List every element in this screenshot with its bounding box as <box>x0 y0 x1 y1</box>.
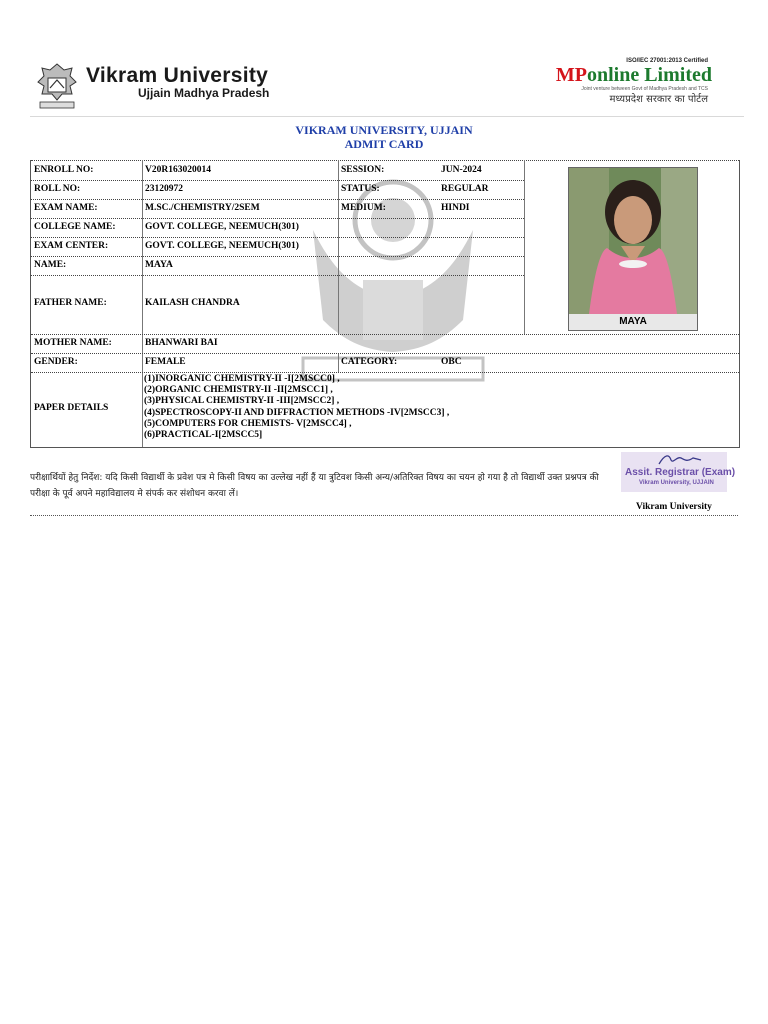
instruction-text: परीक्षार्थियों हेतु निर्देश: यदि किसी विद्यार्थी के प्रवेश पत्र मे किसी विषय का उल्लेख नहीं हैं या त्रुटिवश किसी अन्य/अतिरिक्त विषय का चयन हो गया है तो विद्यार्थी उक्त प्रश्नपत्र की परीक्षा के पूर्व अपने महाविद्यालय मे संपर्क कर संशोधन करवा लें। <box>30 473 599 499</box>
session-label: SESSION: <box>341 165 385 175</box>
signatory-name: Vikram University <box>636 502 712 512</box>
paper-item: (3)PHYSICAL CHEMISTRY-II -III[2MSCC2] , <box>144 396 340 407</box>
exam-value: M.SC./CHEMISTRY/2SEM <box>145 203 260 213</box>
medium-value: HINDI <box>441 203 470 213</box>
stamp-title: Assit. Registrar (Exam) <box>625 467 736 478</box>
paper-item: (1)INORGANIC CHEMISTRY-II -I[2MSCC0] , <box>144 374 340 384</box>
header-divider <box>30 116 744 117</box>
mother-label: MOTHER NAME: <box>34 338 112 348</box>
university-emblem-icon <box>34 60 80 112</box>
row-line <box>31 275 524 276</box>
col-separator-3 <box>524 160 525 335</box>
session-value: JUN-2024 <box>441 165 482 175</box>
registrar-stamp <box>621 452 736 492</box>
category-label: CATEGORY: <box>341 357 398 367</box>
stamp-subtitle: Vikram University, UJJAIN <box>639 480 714 486</box>
gender-label: GENDER: <box>34 357 78 367</box>
name-label: NAME: <box>34 260 67 270</box>
college-value: GOVT. COLLEGE, NEEMUCH(301) <box>145 222 299 232</box>
row-line <box>31 237 524 238</box>
college-label: COLLEGE NAME: <box>34 222 116 232</box>
photo-caption: MAYA <box>569 314 697 330</box>
document-title: VIKRAM UNIVERSITY, UJJAIN <box>295 123 473 137</box>
mponline-tagline: Joint venture between Govt of Madhya Pradesh and TCS <box>581 86 708 92</box>
col-separator-gender <box>338 354 339 373</box>
header <box>30 58 746 114</box>
student-portrait-icon <box>569 168 697 314</box>
enroll-value: V20R163020014 <box>145 165 211 175</box>
row-line <box>31 353 739 354</box>
col-separator-1 <box>142 160 143 447</box>
mother-value: BHANWARI BAI <box>145 338 218 348</box>
center-value: GOVT. COLLEGE, NEEMUCH(301) <box>145 241 299 251</box>
admit-card-table <box>30 160 740 448</box>
paper-item: (2)ORGANIC CHEMISTRY-II -II[2MSCC1] , <box>144 385 333 396</box>
signature-icon <box>621 452 727 468</box>
row-line <box>31 218 524 219</box>
center-label: EXAM CENTER: <box>34 241 109 251</box>
gender-value: FEMALE <box>145 357 186 367</box>
status-label: STATUS: <box>341 184 380 194</box>
paper-item: (6)PRACTICAL-I[2MSCC5] <box>144 430 263 441</box>
row-line <box>31 256 524 257</box>
exam-label: EXAM NAME: <box>34 203 98 213</box>
student-photo <box>568 167 698 331</box>
mponline-logo <box>532 58 712 108</box>
enroll-label: ENROLL NO: <box>34 165 94 175</box>
mponline-brand-rest: online Limited <box>586 64 712 86</box>
roll-value: 23120972 <box>145 184 183 194</box>
name-value: MAYA <box>145 260 173 270</box>
mponline-brand-mp: MP <box>555 64 587 86</box>
document-subtitle: ADMIT CARD <box>344 137 424 151</box>
paper-list <box>144 374 449 441</box>
roll-label: ROLL NO: <box>34 184 81 194</box>
row-line <box>31 180 524 181</box>
paper-item: (4)SPECTROSCOPY-II AND DIFFRACTION METHODS -IV[2MSCC3] , <box>144 407 450 418</box>
iso-certification: ISO/IEC 27001:2013 Certified <box>626 58 708 64</box>
papers-label: PAPER DETAILS <box>34 403 109 413</box>
university-name: Vikram University <box>86 64 269 87</box>
father-value: KAILASH CHANDRA <box>145 298 240 308</box>
father-label: FATHER NAME: <box>34 298 107 308</box>
row-line <box>31 199 524 200</box>
paper-item: (5)COMPUTERS FOR CHEMISTS- V[2MSCC4] , <box>144 418 352 429</box>
category-value: OBC <box>441 357 462 367</box>
university-location: Ujjain Madhya Pradesh <box>138 86 270 100</box>
status-value: REGULAR <box>441 184 489 194</box>
row-line <box>31 372 739 373</box>
footer-divider <box>30 515 738 516</box>
row-line <box>31 334 739 335</box>
col-separator-2 <box>338 160 339 335</box>
mponline-hindi-tagline: मध्यप्रदेश सरकार का पोर्टल <box>609 94 708 105</box>
table-top-border <box>31 160 739 161</box>
mponline-brand <box>556 64 712 87</box>
medium-label: MEDIUM: <box>341 203 386 213</box>
